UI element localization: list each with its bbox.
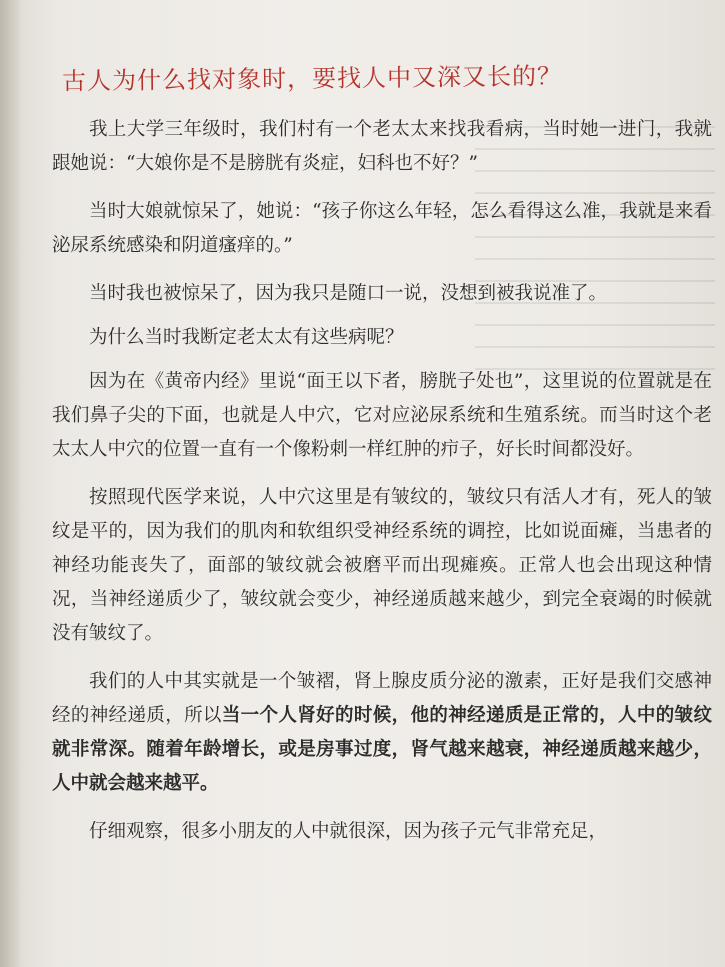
paragraph-7: [52, 665, 712, 801]
paragraph-3: 当时我也被惊呆了，因为我只是随口一说，没想到被我说准了。: [89, 283, 608, 304]
paragraph-2: 当时大娘就惊呆了，她说：“孩子你这么年轻，怎么看得这么准，我就是来看泌尿系统感染和阴道瘙痒的。”: [52, 201, 712, 256]
paragraph-1: 我上大学三年级时，我们村有一个老太太来找我看病，当时她一进门，我就跟她说：“大娘你是不是膀胱有炎症，妇科也不好？”: [52, 119, 712, 174]
paragraph-6: 按照现代医学来说，人中穴这里是有皱纹的，皱纹只有活人才有，死人的皱纹是平的，因为我们的肌肉和软组织受神经系统的调控，比如说面瘫，当患者的神经功能丧失了，面部的皱纹就会被磨平而出现瘫痪。正常人也会出现这种情况，当神经递质少了，皱纹就会变少，神经递质越来越少，到完全衰竭的时候就没有皱纹了。: [52, 487, 712, 644]
paragraph-4: 为什么当时我断定老太太有这些病呢？: [89, 327, 404, 348]
page-title: 古人为什么找对象时，要找人中又深又长的？: [61, 62, 563, 96]
paragraph-8: 仔细观察，很多小朋友的人中就很深，因为孩子元气非常充足，: [89, 821, 608, 842]
paragraph-7-normal: 我们的人中其实就是一个皱褶，肾上腺皮质分泌的激素，正好是我们交感神经的神经递质，所以: [52, 671, 712, 726]
paragraph-5: 因为在《黄帝内经》里说“面王以下者，膀胱子处也”，这里说的位置就是在我们鼻子尖的下面，也就是人中穴，它对应泌尿系统和生殖系统。而当时这个老太太人中穴的位置一直有一个像粉刺一样红肿的疖子，好长时间都没好。: [52, 371, 712, 460]
paragraph-7-bold: 当一个人肾好的时候，他的神经递质是正常的，人中的皱纹就非常深。随着年龄增长，或是房事过度，肾气越来越衰，神经递质越来越少，人中就会越来越平。: [52, 705, 712, 794]
article-body: [52, 113, 712, 863]
spine-shadow: [0, 0, 22, 967]
